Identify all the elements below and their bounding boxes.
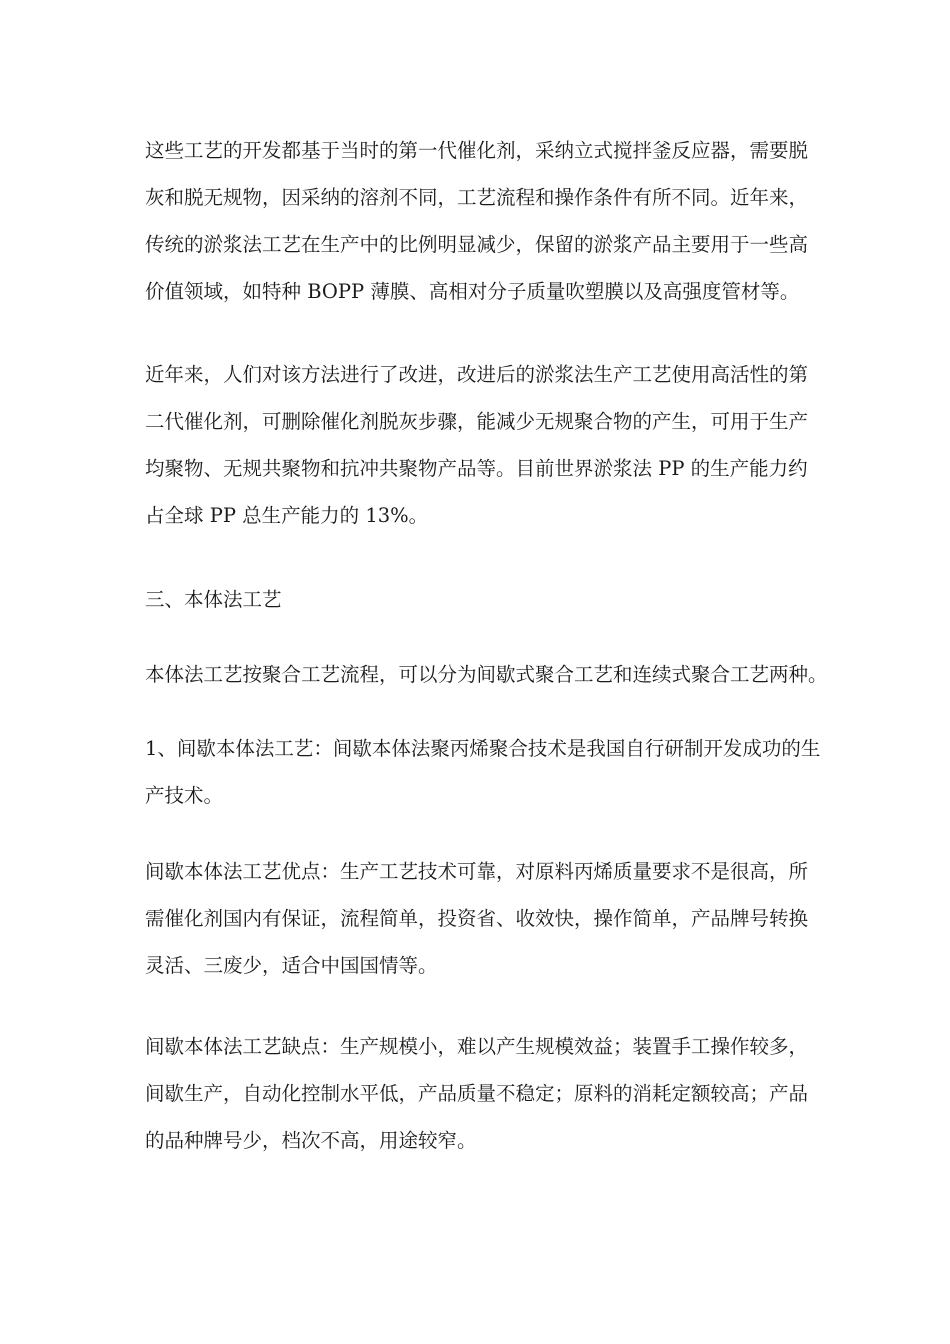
- paragraph-slurry-improvement: [145, 351, 810, 539]
- text-line: 传统的淤浆法工艺在生产中的比例明显减少，保留的淤浆产品主要用于一些高: [145, 233, 809, 256]
- paragraph-disadvantages: [145, 1023, 810, 1164]
- text-line: 需催化剂国内有保证，流程简单，投资省、收效快，操作简单，产品牌号转换: [145, 907, 809, 930]
- text-line: 1、间歇本体法工艺：间歇本体法聚丙烯聚合技术是我国自行研制开发成功的生: [145, 737, 821, 760]
- text-line: 产技术。: [145, 784, 224, 807]
- text-line: 二代催化剂，可删除催化剂脱灰步骤，能减少无规聚合物的产生，可用于生产: [145, 410, 809, 433]
- paragraph-catalyst-intro: [145, 127, 810, 315]
- text-line: 本体法工艺按聚合工艺流程，可以分为间歇式聚合工艺和连续式聚合工艺两种。: [145, 663, 828, 686]
- paragraph-batch-bulk: [145, 725, 821, 819]
- text-line: 间歇本体法工艺优点：生产工艺技术可靠，对原料丙烯质量要求不是很高，所: [145, 860, 809, 883]
- paragraph-bulk-process-types: [145, 651, 828, 698]
- text-line: 的品种牌号少，档次不高，用途较窄。: [145, 1129, 477, 1152]
- text-line: 近年来，人们对该方法进行了改进，改进后的淤浆法生产工艺使用高活性的第: [145, 363, 809, 386]
- section-heading-text: 三、本体法工艺: [145, 588, 282, 611]
- text-line: 价值领域，如特种 BOPP 薄膜、高相对分子质量吹塑膜以及高强度管材等。: [145, 280, 800, 303]
- text-line: 间歇本体法工艺缺点：生产规模小，难以产生规模效益；装置手工操作较多，: [145, 1035, 809, 1058]
- text-line: 均聚物、无规共聚物和抗冲共聚物产品等。目前世界淤浆法 PP 的生产能力约: [145, 457, 808, 480]
- section-heading: [145, 576, 810, 623]
- text-line: 灰和脱无规物，因采纳的溶剂不同，工艺流程和操作条件有所不同。近年来，: [145, 186, 809, 209]
- paragraph-advantages: [145, 848, 810, 989]
- text-line: 这些工艺的开发都基于当时的第一代催化剂，采纳立式搅拌釜反应器，需要脱: [145, 139, 809, 162]
- text-line: 间歇生产，自动化控制水平低，产品质量不稳定；原料的消耗定额较高；产品: [145, 1082, 809, 1105]
- text-line: 占全球 PP 总生产能力的 13%。: [145, 504, 429, 527]
- text-line: 灵活、三废少，适合中国国情等。: [145, 954, 438, 977]
